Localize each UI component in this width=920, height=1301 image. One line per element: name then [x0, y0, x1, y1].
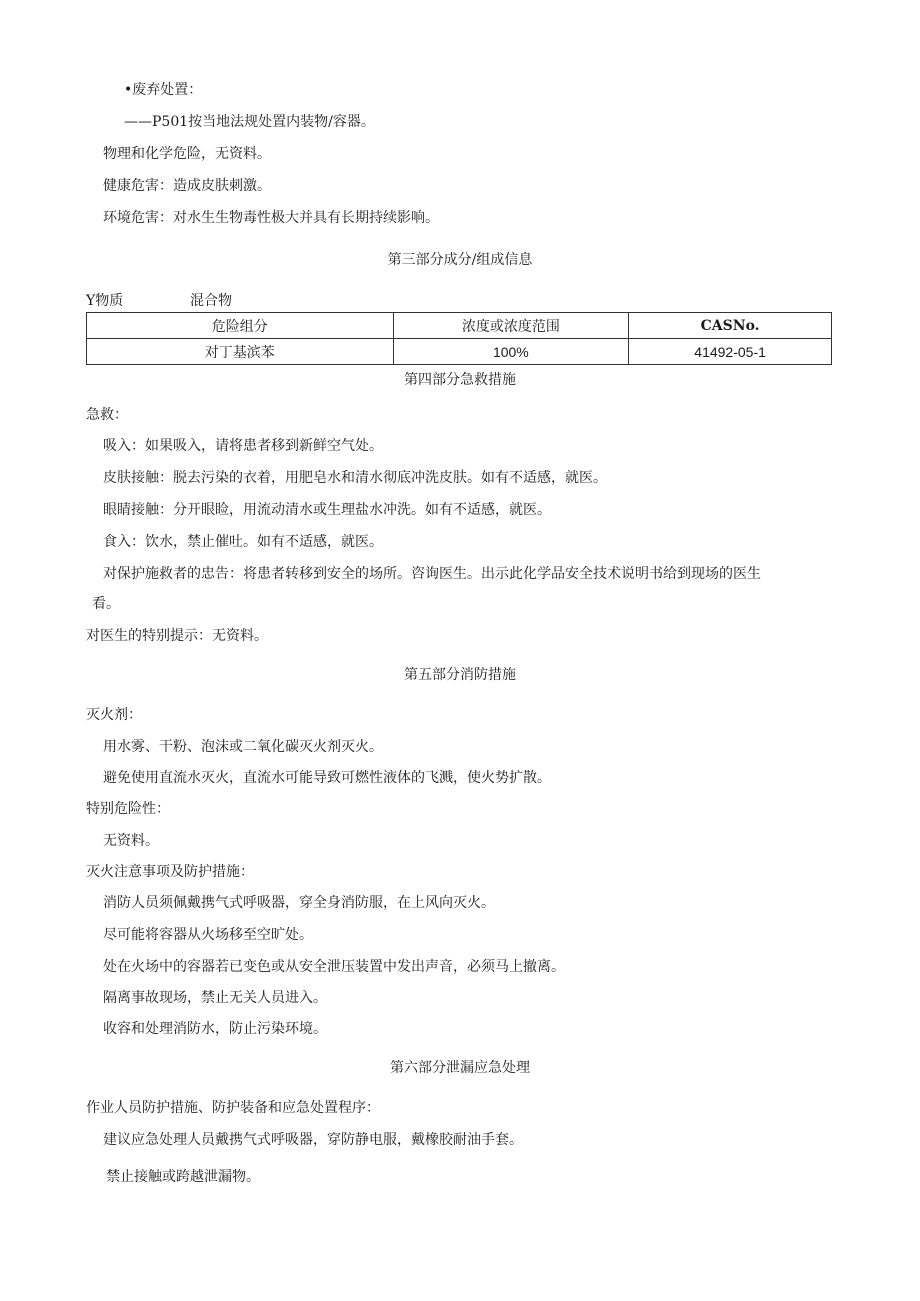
first-aid-label: 急救： — [86, 407, 128, 423]
first-aid-skin: 皮肤接触：脱去污染的衣着，用肥皂水和清水彻底冲洗皮肤。如有不适感，就医。 — [103, 470, 607, 486]
first-aid-ingestion: 食入：饮水，禁止催吐。如有不适感，就医。 — [103, 534, 383, 550]
substance-value: 混合物 — [190, 293, 232, 309]
section4-title: 第四部分急救措施 — [404, 372, 516, 388]
health-hazard: 健康危害：造成皮肤刺激。 — [103, 178, 271, 194]
list-item: 收容和处理消防水，防止污染环境。 — [103, 1021, 327, 1037]
personnel-label: 作业人员防护措施、防护装备和应急处置程序： — [86, 1100, 380, 1116]
cell-component: 对丁基滨苯 — [87, 339, 394, 365]
rescuer-advice-line2: 看。 — [92, 596, 120, 612]
rescuer-advice-line1: 对保护施救者的忠告：将患者转移到安全的场所。咨询医生。出示此化学品安全技术说明书给到现场的医生 — [103, 566, 761, 582]
composition-table — [86, 312, 832, 365]
personnel-line1: 建议应急处理人员戴携气式呼吸器，穿防静电服，戴橡胶耐油手套。 — [103, 1132, 523, 1148]
section5-title: 第五部分消防措施 — [404, 667, 516, 683]
cell-cas: 41492-05-1 — [629, 339, 832, 365]
disposal-p501: ——P501按当地法规处置内装物/容器。 — [124, 114, 375, 130]
header-component: 危险组分 — [87, 313, 394, 339]
list-item: 处在火场中的容器若已变色或从安全泄压装置中发出声音，必须马上撤离。 — [103, 959, 565, 975]
doctor-note: 对医生的特别提示：无资料。 — [86, 628, 268, 644]
substance-label: Y物质 — [86, 293, 124, 309]
personnel-line2: 禁止接触或跨越泄漏物。 — [106, 1169, 260, 1185]
table-row — [87, 339, 832, 365]
list-item: 尽可能将容器从火场移至空旷处。 — [103, 927, 313, 943]
extinguishing-line2: 避免使用直流水灭火，直流水可能导致可燃性液体的飞溅，使火势扩散。 — [103, 770, 551, 786]
special-hazard-label: 特别危险性： — [86, 801, 170, 817]
section3-title: 第三部分成分/组成信息 — [387, 252, 533, 268]
section6-title: 第六部分泄漏应急处理 — [390, 1060, 530, 1076]
precautions-label: 灭火注意事项及防护措施： — [86, 864, 254, 880]
special-hazard-value: 无资料。 — [103, 833, 159, 849]
environment-hazard: 环境危害：对水生生物毒性极大并具有长期持续影响。 — [103, 210, 439, 226]
header-concentration: 浓度或浓度范围 — [393, 313, 629, 339]
list-item: 隔离事故现场，禁止无关人员进入。 — [103, 990, 327, 1006]
disposal-label: •废弃处置： — [124, 82, 203, 98]
header-cas: CASNo. — [629, 313, 832, 339]
list-item: 消防人员须佩戴携气式呼吸器，穿全身消防服，在上风向灭火。 — [103, 895, 495, 911]
first-aid-inhalation: 吸入：如果吸入，请将患者移到新鲜空气处。 — [103, 438, 383, 454]
first-aid-eyes: 眼睛接触：分开眼睑，用流动清水或生理盐水冲洗。如有不适感，就医。 — [103, 502, 551, 518]
extinguishing-label: 灭火剂： — [86, 707, 142, 723]
composition-header-row — [87, 313, 832, 339]
physical-chemical-hazard: 物理和化学危险，无资料。 — [103, 146, 271, 162]
extinguishing-line1: 用水雾、干粉、泡沫或二氧化碳灭火剂灭火。 — [103, 739, 383, 755]
cell-concentration: 100% — [393, 339, 629, 365]
